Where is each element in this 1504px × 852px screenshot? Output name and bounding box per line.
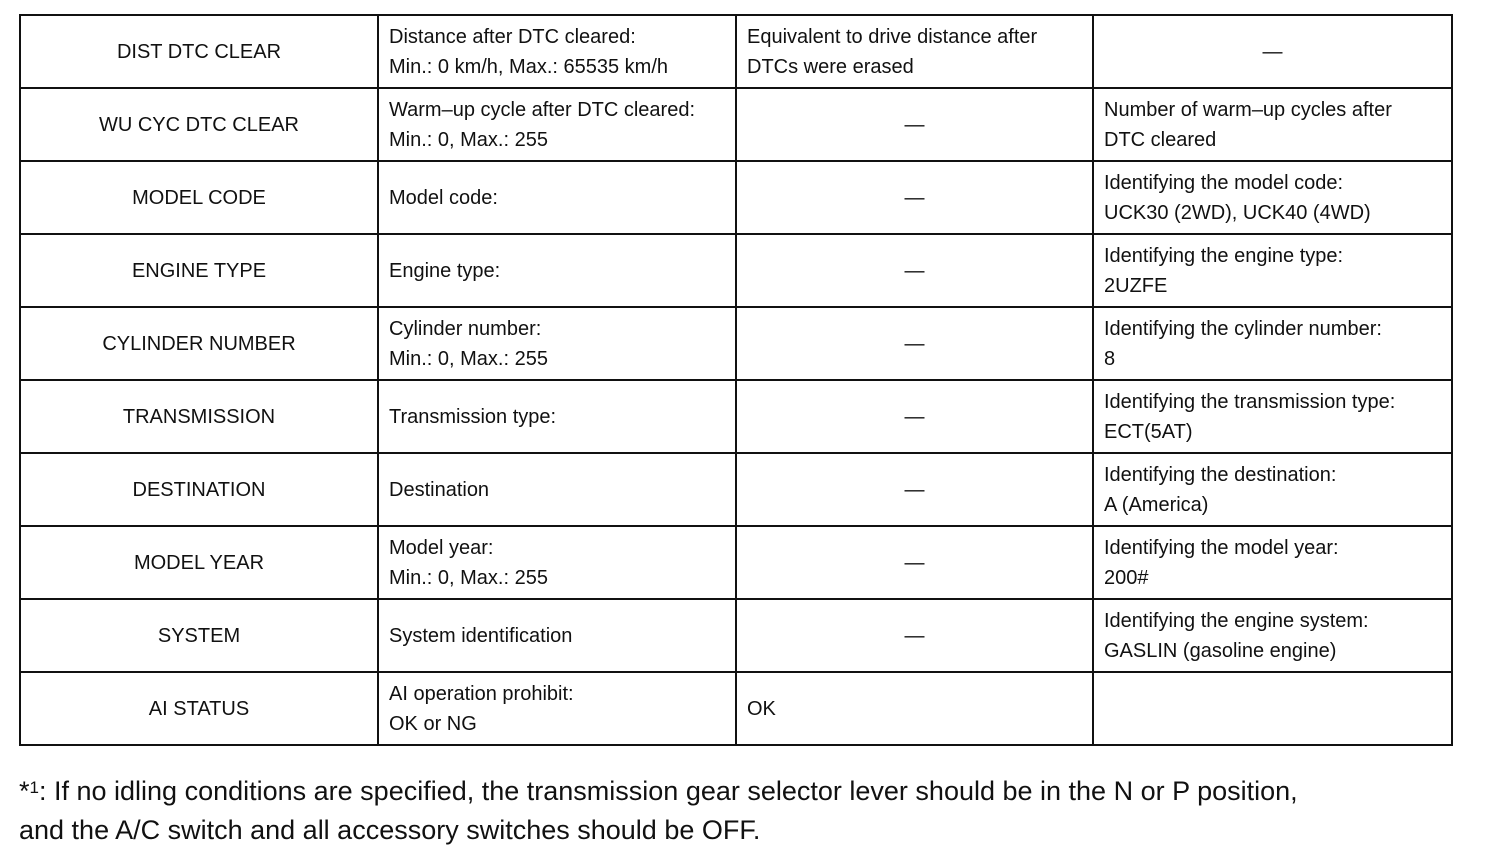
table-row	[20, 307, 1452, 380]
cell-text-line: —	[904, 259, 925, 282]
cell-text-line: System identification	[389, 624, 573, 647]
table-row	[20, 161, 1452, 234]
normal-condition-cell	[736, 599, 1093, 672]
measurement-range-cell	[378, 88, 736, 161]
cell-text-line: —	[904, 551, 925, 574]
item-cell	[20, 672, 378, 745]
diagnostic-note-cell	[1093, 15, 1452, 88]
cell-text-line: ECT(5AT)	[1104, 420, 1193, 443]
diagnostic-note-cell	[1093, 161, 1452, 234]
item-cell	[20, 15, 378, 88]
cell-text-line: WU CYC DTC CLEAR	[98, 113, 299, 136]
item-cell	[20, 161, 378, 234]
normal-condition-cell	[736, 161, 1093, 234]
cell-text-line: MODEL CODE	[132, 186, 266, 209]
footnote-marker: *	[19, 776, 30, 806]
cell-text-line: Model code:	[389, 186, 498, 209]
cell-text-line: Identifying the model year:	[1104, 536, 1339, 559]
diagnostic-note-cell	[1093, 88, 1452, 161]
measurement-range-cell	[378, 15, 736, 88]
cell-text-line: Identifying the cylinder number:	[1104, 317, 1382, 340]
footnote-line-1: : If no idling conditions are specified, the transmission gear selector lever should be in the N or P position,	[38, 776, 1298, 806]
cell-text-line: CYLINDER NUMBER	[102, 332, 296, 355]
data-list-table-container	[19, 14, 1451, 746]
cell-text-line: Min.: 0, Max.: 255	[389, 347, 548, 370]
table-body	[20, 15, 1452, 745]
cell-text-line: Identifying the engine type:	[1104, 244, 1344, 267]
cell-text-line: Transmission type:	[389, 405, 557, 428]
diagnostic-note-cell	[1093, 307, 1452, 380]
table-row	[20, 453, 1452, 526]
cell-text-line: Identifying the transmission type:	[1104, 390, 1396, 413]
measurement-range-cell	[378, 599, 736, 672]
table-row	[20, 380, 1452, 453]
diagnostic-note-cell	[1093, 526, 1452, 599]
cell-text-line: SYSTEM	[157, 624, 241, 647]
measurement-range-cell	[378, 307, 736, 380]
cell-text-line: DESTINATION	[132, 478, 266, 501]
cell-text-line: AI operation prohibit:	[389, 682, 574, 705]
cell-text-line: Warm–up cycle after DTC cleared:	[389, 98, 696, 121]
cell-text-line: 8	[1104, 347, 1116, 370]
cell-text-line: Distance after DTC cleared:	[389, 25, 636, 48]
item-cell	[20, 88, 378, 161]
cell-text-line: GASLIN (gasoline engine)	[1104, 639, 1337, 662]
normal-condition-cell	[736, 380, 1093, 453]
table-row	[20, 15, 1452, 88]
normal-condition-cell	[736, 15, 1093, 88]
table-row	[20, 599, 1452, 672]
cell-text-line: DTCs were erased	[747, 55, 914, 78]
item-cell	[20, 380, 378, 453]
cell-text-line: —	[904, 405, 925, 428]
normal-condition-cell	[736, 234, 1093, 307]
table-row	[20, 234, 1452, 307]
diagnostic-note-cell	[1093, 672, 1452, 745]
cell-text-line: Engine type:	[389, 259, 501, 282]
measurement-range-cell	[378, 672, 736, 745]
cell-text-line: DIST DTC CLEAR	[116, 40, 282, 63]
cell-text-line: —	[904, 478, 925, 501]
cell-text-line: Identifying the engine system:	[1104, 609, 1369, 632]
cell-text-line: 2UZFE	[1104, 274, 1168, 297]
cell-text-line: Model year:	[389, 536, 494, 559]
table-row	[20, 526, 1452, 599]
footnote-line-2: and the A/C switch and all accessory switches should be OFF.	[19, 815, 761, 845]
cell-text-line: DTC cleared	[1104, 128, 1217, 151]
measurement-range-cell	[378, 380, 736, 453]
measurement-range-cell	[378, 161, 736, 234]
normal-condition-cell	[736, 88, 1093, 161]
normal-condition-cell	[736, 307, 1093, 380]
cell-text-line: —	[904, 624, 925, 647]
cell-text-line: Cylinder number:	[389, 317, 542, 340]
cell-text-line: Min.: 0 km/h, Max.: 65535 km/h	[389, 55, 668, 78]
diagnostic-note-cell	[1093, 234, 1452, 307]
data-list-table	[19, 14, 1453, 746]
cell-text-line: MODEL YEAR	[133, 551, 265, 574]
item-cell	[20, 599, 378, 672]
item-cell	[20, 526, 378, 599]
cell-text-line: Number of warm–up cycles after	[1104, 98, 1392, 121]
cell-text-line: A (America)	[1104, 493, 1209, 516]
normal-condition-cell	[736, 453, 1093, 526]
cell-text-line: UCK30 (2WD), UCK40 (4WD)	[1104, 201, 1371, 224]
cell-text-line: Destination	[389, 478, 490, 501]
cell-text-line: ENGINE TYPE	[131, 259, 267, 282]
footnote-number: 1	[29, 778, 39, 797]
normal-condition-cell	[736, 672, 1093, 745]
measurement-range-cell	[378, 234, 736, 307]
diagnostic-note-cell	[1093, 380, 1452, 453]
table-row	[20, 88, 1452, 161]
cell-text-line: 200#	[1104, 566, 1149, 589]
cell-text-line: OK or NG	[389, 712, 477, 735]
cell-text-line: —	[904, 186, 925, 209]
diagnostic-note-cell	[1093, 453, 1452, 526]
item-cell	[20, 307, 378, 380]
cell-text-line: Min.: 0, Max.: 255	[389, 566, 548, 589]
cell-text-line: TRANSMISSION	[122, 405, 276, 428]
cell-text-line: AI STATUS	[148, 697, 250, 720]
measurement-range-cell	[378, 453, 736, 526]
cell-text-line: Min.: 0, Max.: 255	[389, 128, 548, 151]
measurement-range-cell	[378, 526, 736, 599]
cell-text-line: Identifying the destination:	[1104, 463, 1337, 486]
item-cell	[20, 234, 378, 307]
item-cell	[20, 453, 378, 526]
table-row	[20, 672, 1452, 745]
normal-condition-cell	[736, 526, 1093, 599]
footnote	[19, 772, 1489, 850]
cell-text-line: —	[1262, 40, 1283, 63]
diagnostic-note-cell	[1093, 599, 1452, 672]
cell-text-line: Identifying the model code:	[1104, 171, 1344, 194]
cell-text-line: —	[904, 113, 925, 136]
cell-text-line: Equivalent to drive distance after	[747, 25, 1038, 48]
cell-text-line: —	[904, 332, 925, 355]
cell-text-line: OK	[747, 697, 776, 720]
